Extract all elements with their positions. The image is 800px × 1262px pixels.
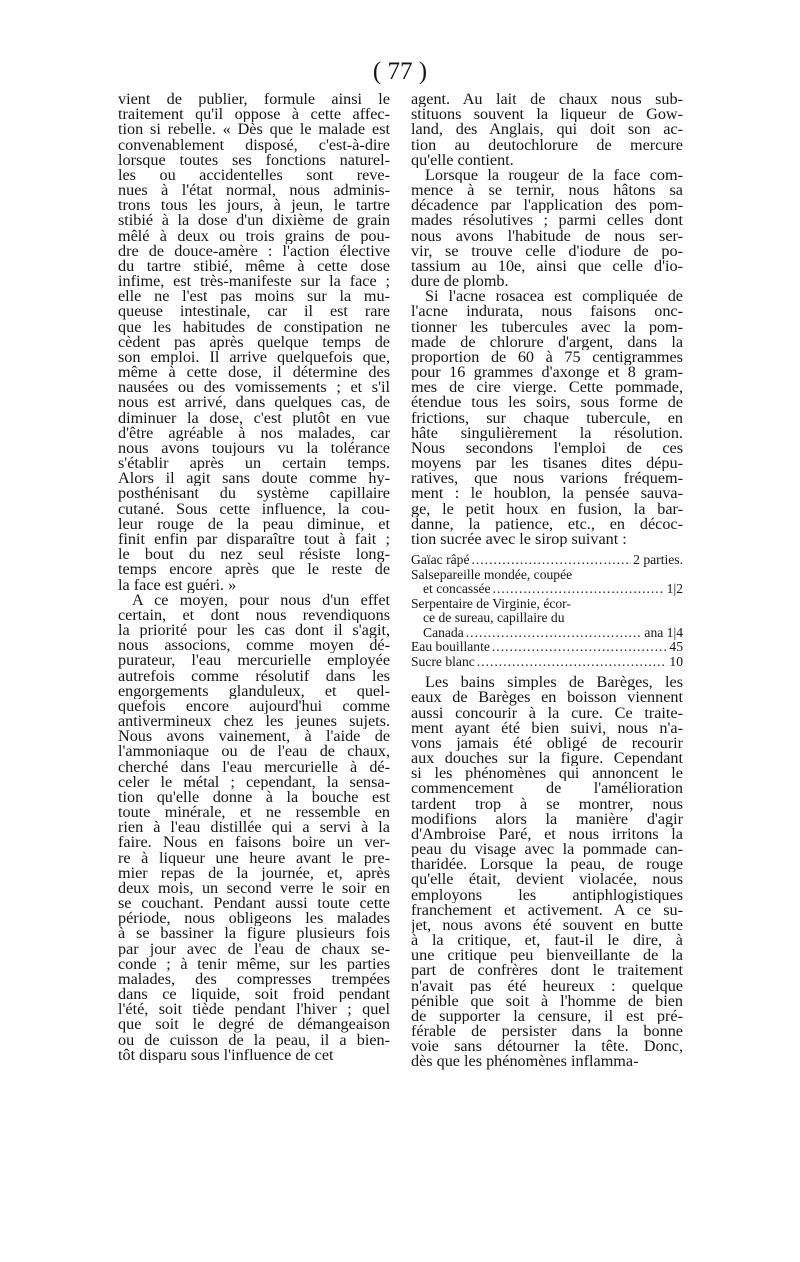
text-line: trons tous les jours, à jeun, le tartre [118,198,390,214]
text-line: Les bains simples de Barèges, les [425,675,683,691]
recipe-row [411,597,683,612]
recipe-row [411,640,683,655]
text-line: n'avait pas été heureux : quelque [411,978,683,994]
text-line: traitement qu'il oppose à cette affec- [118,107,390,123]
ingredient-quantity: 45 [669,639,683,655]
text-line: moyens par les tisanes dites dépu- [411,456,683,472]
text-line: nous associons, comme moyen dé- [118,638,390,654]
text-line: à se bassiner la figure plusieurs fois [118,926,390,942]
text-line: finit enfin par disparaître tout à fait ; [118,531,390,548]
text-line: nous avons l'habitude de nous ser- [411,228,683,244]
text-line: posthénisant du système capillaire [118,486,390,502]
text-line: stibié à la dose d'un dixième de grain [118,213,390,229]
text-line: dre de douce-amère : l'action élective [118,243,390,259]
text-line: made de chlorure d'argent, dans la [411,334,683,350]
text-line: d'être agréable à nos malades, car [118,425,390,441]
leader-dots [477,655,668,670]
text-line: purateur, l'eau mercurielle employée [118,653,390,669]
text-line: à la critique, et, faut-il le dire, à [411,933,683,949]
text-line: ou de cuisson de la peau, il a bien- [118,1032,390,1048]
text-line: lorsque toutes ses fonctions naturel- [118,152,390,168]
text-line: convenablement disposé, c'est-à-dire [118,137,390,153]
text-line: celer le métal ; cependant, la sensa- [118,774,390,790]
text-line: certain, et dont nous revendiquons [118,607,390,624]
text-line: même à cette dose, il détermine des [118,365,390,381]
text-line: que soit le degré de démangeaison [118,1017,390,1033]
text-line: vons jamais été obligé de recourir [411,735,683,752]
recipe-row [411,611,683,626]
text-line: jet, nous avons été souvent en butte [411,917,683,934]
text-line: Nous secondons l'emploi de ces [411,440,683,457]
paragraph [411,168,683,289]
text-line: engorgements glanduleux, et quel- [118,683,390,699]
ingredient-quantity: 2 parties. [633,552,683,568]
ingredient-name: Salsepareille mondée, coupée [411,566,573,582]
text-line: tionner les tubercules avec la pom- [411,319,683,335]
text-line: période, nous obligeons les malades [118,911,390,927]
recipe-row [411,553,683,568]
text-line: son emploi. Il arrive quelquefois que, [118,349,390,366]
text-line: Lorsque la rougeur de la face com- [425,167,683,184]
text-line: cherché dans l'eau mercurielle à dé- [118,759,390,775]
text-line: étendue tous les soirs, sous forme de [411,395,683,411]
text-line: danne, la patience, etc., en décoc- [411,516,683,532]
text-line: frictions, sur chaque tubercule, en [411,410,683,426]
text-line: ment : le houblon, la pensée sauva- [411,486,683,502]
right-column-bottom-text [411,675,683,1069]
leader-dots [493,582,665,597]
text-line: elle ne l'est pas moins sur la mu- [118,289,390,305]
text-line: une critique peu bienveillante de la [411,948,683,964]
right-column [411,92,683,1070]
text-line: leur rouge de la peau diminue, et [118,516,390,532]
text-line: mes de cire vierge. Cette pommade, [411,380,683,396]
text-line: nausées ou des vomissements ; et s'il [118,380,390,396]
text-line: les ou accidentelles sont reve- [118,167,390,184]
text-line: pour 16 grammes d'axonge et 8 gram- [411,365,683,381]
text-line: A ce moyen, pour nous d'un effet [132,592,390,608]
ingredient-name: Serpentaire de Virginie, écor- [411,595,571,611]
ingredient-quantity: 10 [669,653,683,669]
text-line: voie sans détourner la tête. Donc, [411,1039,683,1055]
text-line: de supporter la censure, il est pré- [411,1008,683,1025]
ingredient-name: Eau bouillante [411,639,490,655]
text-line: vir, se trouve celle d'iodure de po- [411,243,683,259]
recipe-row [411,655,683,670]
text-line: mier repas de la journée, et, après [118,865,390,881]
text-line: tion sucrée avec le sirop suivant : [411,531,627,548]
text-line: qu'elle était, devient violacée, nous [411,872,683,888]
text-line: queuse intestinale, car il est rare [118,304,390,320]
syrup-recipe [411,553,683,669]
recipe-row [411,568,683,583]
recipe-row [411,582,683,597]
text-line: tassium au 10e, ainsi que celle d'io- [411,258,683,275]
text-line: eaux de Barèges en boisson viennent [411,690,683,706]
text-line: tion qu'elle donne à la bouche est [118,789,390,806]
text-line: deux mois, un second verre le soir en [118,880,390,897]
paragraph [411,675,683,1069]
text-line: employons les antiphlogistiques [411,887,683,903]
text-line: agent. Au lait de chaux nous sub- [411,92,683,108]
text-line: tardent trop à se montrer, nous [411,796,683,812]
text-line: tion au deutochlorure de mercure [411,137,683,153]
text-line: quefois encore aujourd'hui comme [118,698,390,715]
ingredient-name: ce de sureau, capillaire du [423,610,565,626]
text-line: s'établir après un certain temps. [118,456,390,472]
text-line: commencement de l'amélioration [411,781,683,797]
text-line: franchement et activement. A ce su- [411,902,683,918]
text-line: pénible que soit à l'homme de bien [411,993,683,1009]
text-line: tharidée. Lorsque la peau, de rouge [411,857,683,873]
ingredient-quantity: ana 1|4 [644,624,683,640]
text-line: part de confrères dont le traitement [411,963,683,979]
ingredient-name: Sucre blanc [411,653,475,669]
text-line: dès que les phénomènes inflamma- [411,1054,639,1070]
text-line: peau du visage avec la pommade can- [411,842,683,858]
text-line: cutané. Sous cette influence, la cou- [118,501,390,517]
text-line: rien à l'eau distillée qui a servi à la [118,820,390,836]
text-line: la priorité pour les cas dont il s'agit, [118,623,390,639]
text-line: infime, est très-manifeste sur la face ; [118,274,390,290]
text-line: par jour avec de l'eau de chaux se- [118,941,390,957]
text-line: l'acne indurata, nous faisons onc- [411,304,683,320]
text-line: la face est guéri. » [118,577,237,593]
leader-dots [466,626,643,641]
text-line: aux douches sur la figure. Cependant [411,751,683,767]
leader-dots [471,553,631,568]
text-line: l'ammoniaque ou de l'eau de chaux, [118,744,390,760]
text-line: mades résolutives ; parmi celles dont [411,213,683,229]
text-line: stituons souvent la liqueur de Gow- [411,107,683,123]
page-number: ( 77 ) [372,58,428,85]
text-line: cèdent pas après quelque temps de [118,334,390,350]
text-line: Nous avons vainement, à l'aide de [118,729,390,745]
text-line: land, des Anglais, qui doit son ac- [411,122,683,138]
text-line: qu'elle contient. [411,152,514,168]
text-line: faire. Nous en faisons boire un ver- [118,835,390,851]
text-line: malades, des compresses trempées [118,971,390,988]
paragraph [118,593,390,1063]
text-line: re à liqueur une heure avant le pre- [118,850,390,866]
ingredient-name: et concassée [423,581,491,597]
text-line: modifions alors la manière d'agir [411,811,683,827]
left-column [118,92,390,1063]
text-line: décadence par l'application des pom- [411,198,683,214]
text-line: dure de plomb. [411,274,509,290]
text-line: autrefois comme résolutif dans les [118,668,390,684]
text-line: hâte singulièrement la résolution. [411,425,683,441]
text-line: toute minérale, et ne ressemble en [118,805,390,821]
ingredient-name: Gaïac râpé [411,552,470,568]
text-line: tion si rebelle. « Dès que le malade est [118,122,390,138]
leader-dots [492,640,668,655]
text-line: ment ayant été bien suivi, nous n'a- [411,720,683,736]
ingredient-quantity: 1|2 [666,581,683,597]
text-line: se couchant. Pendant aussi toute cette [118,896,390,912]
ingredient-name: Canada [423,624,464,640]
text-line: ratives, que nous varions fréquem- [411,471,683,487]
text-line: antivermineux chez les jeunes sujets. [118,714,390,730]
text-line: le bout du nez seul résiste long- [118,547,390,563]
paragraph [411,92,683,168]
text-line: mêlé à deux ou trois grains de pou- [118,228,390,244]
paragraph [118,92,390,593]
text-line: férable de persister dans la bonne [411,1024,683,1040]
text-line: nous est arrivé, dans quelques cas, de [118,395,390,411]
text-line: ge, le petit houx en fusion, la bar- [411,501,683,517]
right-column-top-text [411,92,683,547]
text-line: mence à se ternir, nous hâtons sa [411,183,683,199]
text-line: que les habitudes de constipation ne [118,319,390,335]
recipe-row [411,626,683,641]
text-line: l'été, soit tiède pendant l'hiver ; quel [118,1002,390,1018]
text-line: si les phénomènes qui annoncent le [411,766,683,782]
text-line: proportion de 60 à 75 centigrammes [411,349,683,366]
paragraph [411,289,683,547]
text-line: tôt disparu sous l'influence de cet [118,1047,334,1063]
text-line: nous avons toujours vu la tolérance [118,440,390,457]
text-line: temps encore après que le reste de [118,562,390,578]
text-line: Si l'acne rosacea est compliquée de [425,289,683,305]
text-line: aussi concourir à la cure. Ce traite- [411,705,683,721]
text-line: nues à l'état normal, nous adminis- [118,183,390,199]
text-line: d'Ambroise Paré, et nous irritons la [411,826,683,843]
text-line: Alors il agit sans doute comme hy- [118,471,390,487]
text-line: du tartre stibié, même à cette dose [118,258,390,275]
text-line: diminuer la dose, c'est plutôt en vue [118,410,390,426]
text-line: conde ; à tenir même, sur les parties [118,956,390,972]
text-line: dans ce liquide, soit froid pendant [118,987,390,1003]
text-line: vient de publier, formule ainsi le [118,92,390,108]
